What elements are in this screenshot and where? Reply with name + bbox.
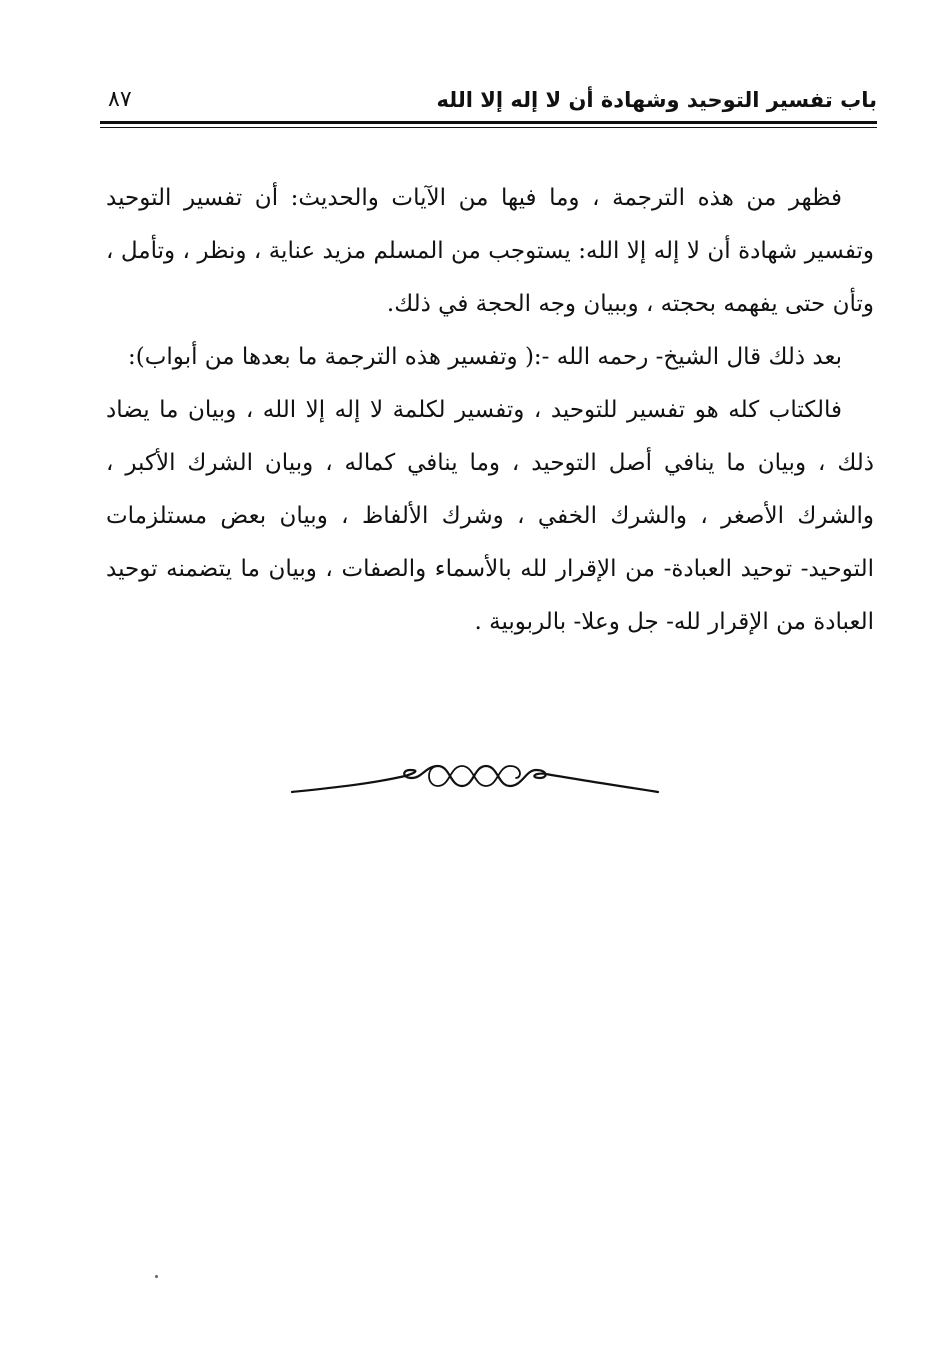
header-rule (100, 121, 877, 124)
print-speck (155, 1275, 158, 1278)
paragraph-1: فظهر من هذه الترجمة ، وما فيها من الآيات والحديث: أن تفسير التوحيد وتفسير شهادة أن لا إله إلا الله: يستوجب من المسلم مزيد عناية ، ونظر ، وتأمل ، وتأن حتى يفهمه بحجته ، وببيان وجه الحجة في ذلك. (106, 185, 874, 317)
chapter-title: باب تفسير التوحيد وشهادة أن لا إله إلا الله (436, 88, 877, 112)
running-header (100, 82, 877, 122)
flourish-divider-icon (290, 758, 660, 806)
paragraph-2: بعد ذلك قال الشيخ- رحمه الله -:( وتفسير هذه الترجمة ما بعدها من أبواب): (128, 344, 842, 370)
paragraph-3: فالكتاب كله هو تفسير للتوحيد ، وتفسير لكلمة لا إله إلا الله ، وبيان ما يضاد ذلك ، وبيان ما ينافي أصل التوحيد ، وما ينافي كماله ، وبيان الشرك الأكبر ، والشرك الأصغر ، والشرك الخفي ، وشرك الألفاظ ، وبيان بعض مستلزمات التوحيد- توحيد العبادة- من الإقرار لله بالأسماء والصفات ، وبيان ما يتضمنه توحيد العبادة من الإقرار لله- جل وعلا- بالربوبية . (106, 397, 874, 635)
header-rule-thin (100, 127, 877, 128)
body-text (106, 172, 874, 649)
page-number: ٨٧ (108, 87, 132, 112)
